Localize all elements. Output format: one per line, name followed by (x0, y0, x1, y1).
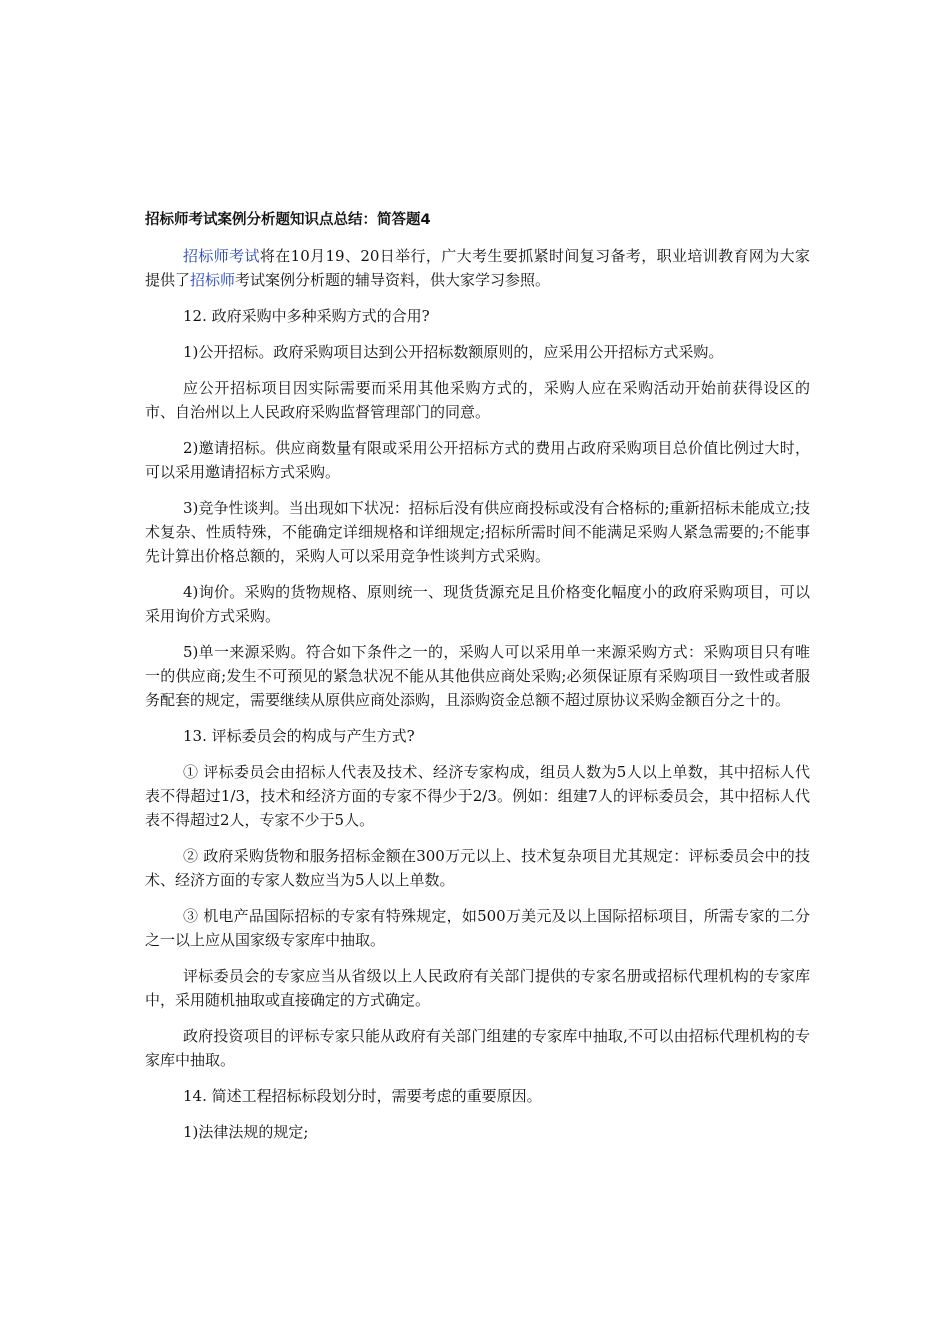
intro-text-1: 将在10月19、20日举行，广大考生要抓紧时间复习备考，职业培训教育网为大家提供了 (145, 247, 810, 289)
paragraph-expert-selection: 评标委员会的专家应当从省级以上人民政府有关部门提供的专家名册或招标代理机构的专家库中，采用随机抽取或直接确定的方式确定。 (145, 967, 810, 1009)
question-13-heading: 13. 评标委员会的构成与产生方式? (183, 727, 415, 745)
paragraph-competitive-negotiation: 3)竞争性谈判。当出现如下状况：招标后没有供应商投标或没有合格标的;重新招标未能成立;技术复杂、性质特殊，不能确定详细规格和详细规定;招标所需时间不能满足采购人紧急需要的;不能事先计算出价格总额的，采购人可以采用竞争性谈判方式采购。 (145, 499, 810, 565)
paragraph-inquiry: 4)询价。采购的货物规格、原则统一、现货货源充足且价格变化幅度小的政府采购项目，可以采用询价方式采购。 (145, 583, 810, 625)
paragraph-government-procurement-rule: ② 政府采购货物和服务招标金额在300万元以上、技术复杂项目尤其规定：评标委员会中的技术、经济方面的专家人数应当为5人以上单数。 (145, 847, 810, 889)
paragraph-open-tender: 1)公开招标。政府采购项目达到公开招标数额原则的，应采用公开招标方式采购。 (183, 343, 724, 361)
question-12-heading: 12. 政府采购中多种采购方式的合用? (183, 307, 430, 325)
paragraph-committee-composition: ① 评标委员会由招标人代表及技术、经济专家构成，组员人数为5人以上单数，其中招标人代表不得超过1/3，技术和经济方面的专家不得少于2/3。例如：组建7人的评标委员会，其中招标人代表不得超过2人，专家不少于5人。 (145, 763, 810, 829)
intro-text-2: 考试案例分析题的辅导资料，供大家学习参照。 (235, 271, 551, 289)
paragraph-government-investment-experts: 政府投资项目的评标专家只能从政府有关部门组建的专家库中抽取,不可以由招标代理机构的专家库中抽取。 (145, 1027, 810, 1069)
exam-link[interactable]: 招标师考试 (183, 247, 260, 265)
document-title: 招标师考试案例分析题知识点总结：简答题4 (145, 212, 431, 228)
paragraph-open-tender-exception: 应公开招标项目因实际需要而采用其他采购方式的，采购人应在采购活动开始前获得设区的市、自治州以上人民政府采购监督管理部门的同意。 (145, 379, 810, 421)
paragraph-single-source: 5)单一来源采购。符合如下条件之一的，采购人可以采用单一来源采购方式：采购项目只有唯一的供应商;发生不可预见的紧急状况不能从其他供应商处采购;必须保证原有采购项目一致性或者服务配套的规定，需要继续从原供应商处添购，且添购资金总额不超过原协议采购金额百分之十的。 (145, 643, 810, 709)
intro-paragraph (145, 244, 810, 292)
bidder-link[interactable]: 招标师 (190, 271, 236, 289)
paragraph-invited-tender: 2)邀请招标。供应商数量有限或采用公开招标方式的费用占政府采购项目总价值比例过大时，可以采用邀请招标方式采购。 (145, 439, 810, 481)
question-14-heading: 14. 简述工程招标标段划分时，需要考虑的重要原因。 (183, 1087, 542, 1105)
paragraph-laws-regulations: 1)法律法规的规定; (183, 1123, 309, 1141)
document-page (145, 208, 810, 1156)
paragraph-electromechanical-rule: ③ 机电产品国际招标的专家有特殊规定，如500万美元及以上国际招标项目，所需专家的二分之一以上应从国家级专家库中抽取。 (145, 907, 810, 949)
